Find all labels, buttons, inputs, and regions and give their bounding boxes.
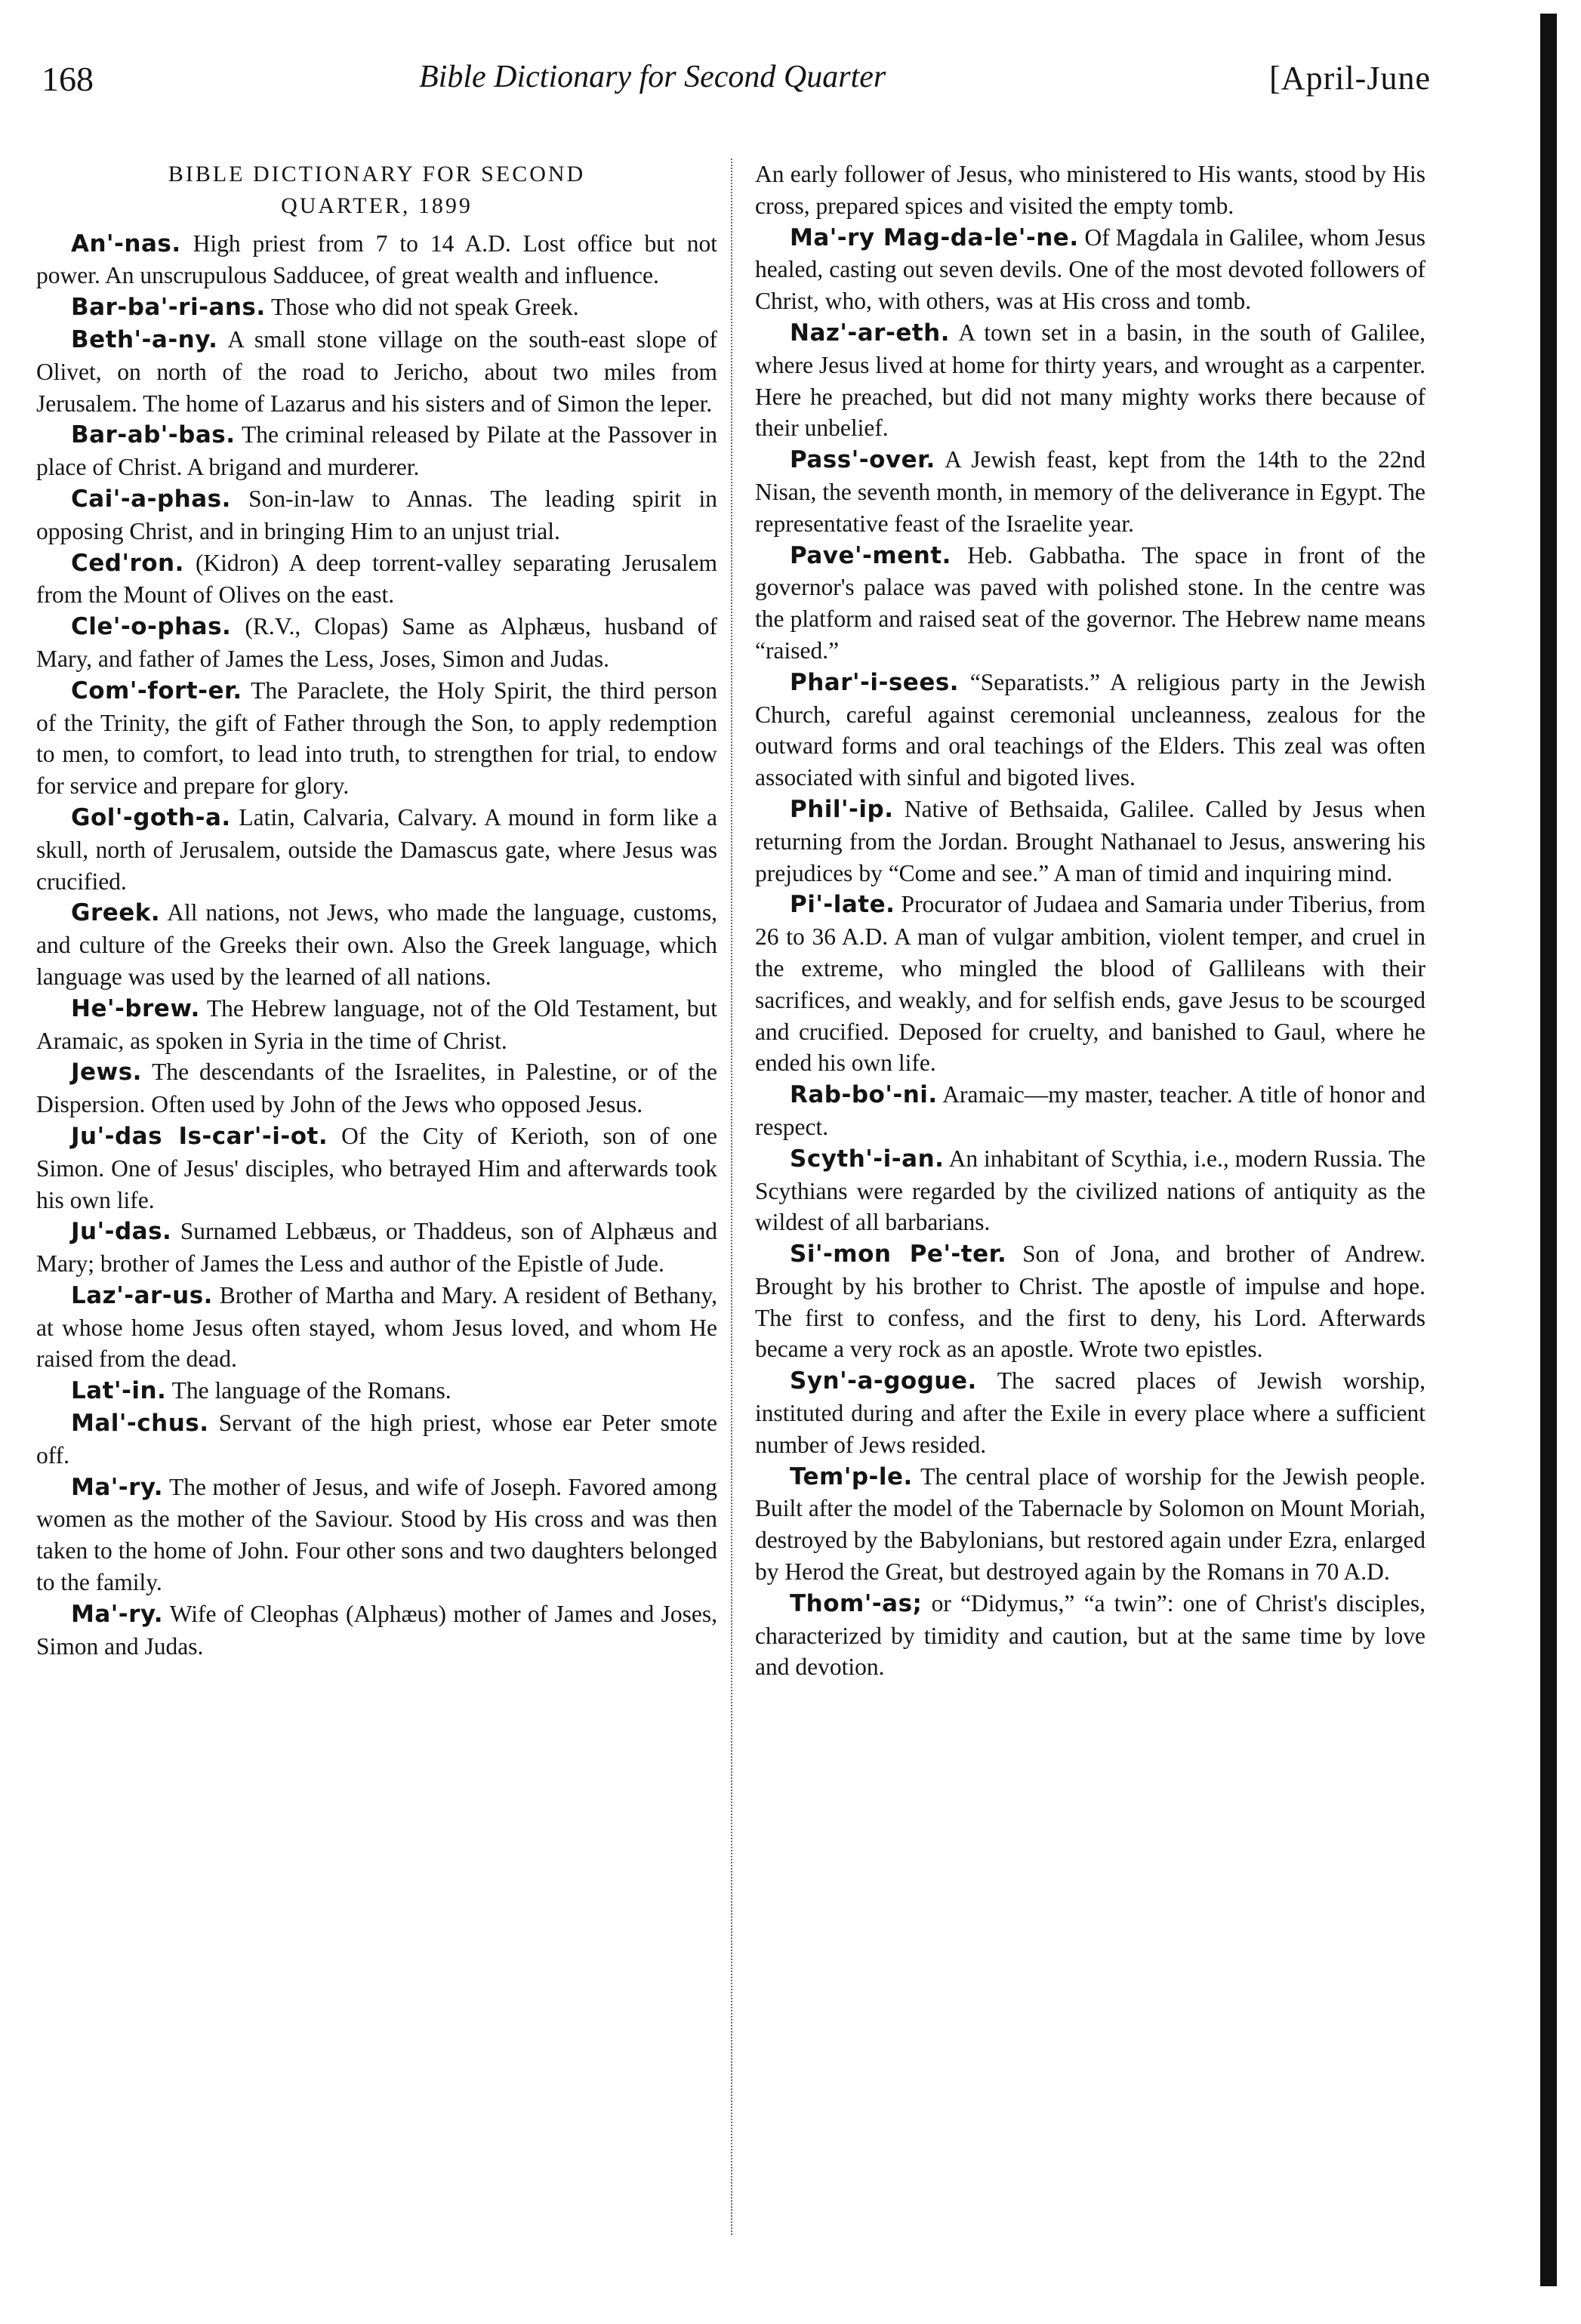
section-title [36,159,717,222]
dictionary-entry [755,794,1425,889]
dictionary-entry [755,1461,1425,1588]
continued-entry-text: An early follower of Jesus, who ministered to His wants, stood by His cross, prepared spices and visited the empty tomb. [755,161,1425,219]
dictionary-entry [36,547,717,612]
entry-headword: Syn'-a-gogue. [790,1367,977,1395]
entry-headword: Scyth'-i-an. [790,1145,945,1173]
entry-headword: Ma'-ry Mag-da-le'-ne. [790,223,1079,251]
entry-definition: The language of the Romans. [166,1377,451,1404]
entry-headword: Mal'-chus. [71,1410,209,1438]
entry-headword: Phil'-ip. [790,795,894,823]
entry-headword: Gol'-goth-a. [71,803,231,831]
dictionary-entry [36,291,717,324]
entry-headword: Ju'-das Is-car'-i-ot. [71,1122,328,1150]
dictionary-entry [36,1120,717,1216]
dictionary-entry [755,667,1425,794]
entry-headword: Naz'-ar-eth. [790,319,951,347]
entry-headword: An'-nas. [71,230,181,257]
entry-headword: Jews. [71,1059,142,1086]
entry-headword: Greek. [71,899,161,927]
dictionary-entry [755,317,1425,444]
entry-definition: Procurator of Judaea and Samaria under Tiberius, from 26 to 36 A.D. A man of vulgar ambition, violent temper, and cruel in the extreme, who mingled the blood of Gallileans with their sacrifices, and weakly, and for selfish ends, gave Jesus to be scourged and crucified. Deposed for cruelty, and banished to Gaul, where he ended his own life. [755,891,1425,1077]
dictionary-entry [36,324,717,419]
dictionary-entry [36,419,717,483]
entry-definition: Of the City of Kerioth, son of one Simon. One of Jesus' disciples, who betrayed Him and afterwards took his own life. [36,1122,717,1213]
entry-definition: Servant of the high priest, whose ear Peter smote off. [36,1410,717,1469]
entry-definition: Heb. Gabbatha. The space in front of the governor's palace was paved with polished stone. In the centre was the platform and raised seat of the governor. The Hebrew name means “raised.” [755,541,1425,664]
dictionary-entry [755,222,1425,317]
entry-headword: Com'-fort-er. [71,677,242,704]
right-column [755,159,1425,1683]
dictionary-entry [755,1143,1425,1238]
entry-definition: High priest from 7 to 14 A.D. Lost office but not power. An unscrupulous Sadducee, of great wealth and influence. [36,230,717,289]
entry-headword: Cle'-o-phas. [71,613,232,641]
entry-headword: Si'-mon Pe'-ter. [790,1241,1007,1268]
entry-definition: The sacred places of Jewish worship, instituted during and after the Exile in every place where a sufficient number of Jews resided. [755,1367,1425,1458]
dictionary-entry [755,1365,1425,1460]
dictionary-entry [36,483,717,547]
page-number: 168 [42,60,94,98]
entry-headword: Bar-ab'-bas. [71,421,236,449]
entry-headword: Laz'-ar-us. [71,1281,213,1309]
dictionary-entry [36,802,717,897]
entry-definition: or “Didymus,” “a twin”: one of Christ's disciples, characterized by timidity and caution, but at the same time by love and devotion. [755,1589,1425,1681]
entry-definition: Aramaic—my master, teacher. A title of honor and respect. [755,1081,1425,1140]
dictionary-entry [36,1216,717,1280]
entry-headword: Rab-bo'-ni. [790,1081,938,1109]
entry-definition: (R.V., Clopas) Same as Alphæus, husband of Mary, and father of James the Less, Joses, Simon and Judas. [36,613,717,672]
dictionary-entry [36,675,717,802]
entry-definition: Son-in-law to Annas. The leading spirit in opposing Christ, and in bringing Him to an unjust trial. [36,485,717,544]
entry-headword: He'-brew. [71,994,200,1022]
entry-definition: The Paraclete, the Holy Spirit, the third person of the Trinity, the gift of Father through the Son, to apply redemption to men, to comfort, to lead into truth, to strengthen for trial, to endow for service and prepare for glory. [36,677,717,800]
entry-headword: Ju'-das. [71,1218,172,1246]
dictionary-entry [36,1407,717,1472]
entry-definition: Latin, Calvaria, Calvary. A mound in form like a skull, north of Jerusalem, outside the Damascus gate, where Jesus was crucified. [36,803,717,895]
entry-headword: Cai'-a-phas. [71,485,231,513]
entry-headword: Pave'-ment. [790,541,951,569]
left-column [36,159,717,1662]
dictionary-entry [36,1472,717,1598]
entry-definition: Brother of Martha and Mary. A resident of Bethany, at whose home Jesus often stayed, whom Jesus loved, and whom He raised from the dead. [36,1281,717,1373]
entry-headword: Ma'-ry. [71,1600,164,1628]
entry-definition: The mother of Jesus, and wife of Joseph. Favored among women as the mother of the Saviour. Stood by His cross and was then taken to the home of John. Four other sons and two daughters belonged to the family. [36,1473,717,1596]
dictionary-entry [36,228,717,292]
entry-headword: Pass'-over. [790,446,935,474]
dictionary-entry [755,1588,1425,1683]
entry-headword: Ced'ron. [71,549,184,577]
dictionary-entry [755,1238,1425,1365]
entry-headword: Beth'-a-ny. [71,325,218,353]
entry-definition: All nations, not Jews, who made the language, customs, and culture of the Greeks their own. Also the Greek language, which language was used by the learned of all nations. [36,899,717,990]
dictionary-entry [36,993,717,1057]
dictionary-entry [755,889,1425,1079]
entry-headword: Bar-ba'-ri-ans. [71,294,266,322]
dictionary-entry [36,1598,717,1663]
entry-definition: Native of Bethsaida, Galilee. Called by Jesus when returning from the Jordan. Brought Nathanael to Jesus, answering his prejudices by “Come and see.” A man of timid and inquiring mind. [755,795,1425,886]
entry-headword: Pi'-late. [790,891,895,919]
column-separator [731,159,732,2235]
entry-definition: An inhabitant of Scythia, i.e., modern Russia. The Scythians were regarded by the civilized nations of antiquity as the wildest of all barbarians. [755,1145,1425,1236]
entry-definition: The Hebrew language, not of the Old Testament, but Aramaic, as spoken in Syria in the time of Christ. [36,994,717,1054]
entry-definition: Those who did not speak Greek. [265,294,579,321]
running-title: Bible Dictionary for Second Quarter [419,60,886,94]
section-title-line-1: BIBLE DICTIONARY FOR SECOND [168,162,586,186]
entry-definition: A Jewish feast, kept from the 14th to the 22nd Nisan, the seventh month, in memory of the deliverance in Egypt. The representative feast of the Israelite year. [755,446,1425,537]
dictionary-entry [755,540,1425,667]
entry-definition: “Separatists.” A religious party in the Jewish Church, careful against ceremonial uncleanness, zealous for the outward forms and oral teachings of the Elders. This zeal was often associated with sinful and bigoted lives. [755,668,1425,791]
section-title-line-2: QUARTER, 1899 [281,193,473,218]
entry-definition: A town set in a basin, in the south of Galilee, where Jesus lived at home for thirty years, and wrought as a carpenter. Here he preached, but did not many mighty works there because of their unbelief. [755,319,1425,442]
entry-definition: The central place of worship for the Jewish people. Built after the model of the Tabernacle by Solomon on Mount Moriah, destroyed by the Babylonians, but restored again under Ezra, enlarged by Herod the Great, but destroyed again by the Romans in 70 A.D. [755,1463,1425,1586]
entry-definition: Surnamed Lebbæus, or Thaddeus, son of Alphæus and Mary; brother of James the Less and author of the Epistle of Jude. [36,1218,717,1278]
entry-definition: Of Magdala in Galilee, whom Jesus healed, casting out seven devils. One of the most devoted followers of Christ, who, with others, was at His cross and tomb. [755,223,1425,315]
running-head [42,59,1431,112]
dictionary-entry [755,444,1425,539]
running-section: [April-June [1269,60,1431,97]
dictionary-entry [36,1375,717,1407]
entry-definition: The criminal released by Pilate at the Passover in place of Christ. A brigand and murderer. [36,421,717,481]
entry-definition: A small stone village on the south-east slope of Olivet, on north of the road to Jericho, about two miles from Jerusalem. The home of Lazarus and his sisters and of Simon the leper. [36,325,717,417]
entry-headword: Lat'-in. [71,1377,167,1405]
entry-definition: The descendants of the Israelites, in Palestine, or of the Dispersion. Often used by John of the Jews who opposed Jesus. [36,1059,717,1118]
entry-definition: (Kidron) A deep torrent-valley separating Jerusalem from the Mount of Olives on the east. [36,549,717,609]
entry-definition: Son of Jona, and brother of Andrew. Brought by his brother to Christ. The apostle of impulse and hope. The first to confess, and the first to deny, his Lord. Afterwards became a very rock as an apostle. Wrote two epistles. [755,1241,1425,1363]
entry-headword: Tem'p-le. [790,1463,913,1490]
dictionary-entry [36,1280,717,1375]
entry-headword: Phar'-i-sees. [790,668,960,696]
dictionary-entry [36,1056,717,1120]
entry-definition: Wife of Cleophas (Alphæus) mother of James and Joses, Simon and Judas. [36,1600,717,1660]
dictionary-entry [36,897,717,992]
scan-edge-bar [1540,14,1557,2286]
entry-headword: Thom'-as; [790,1589,923,1617]
entry-headword: Ma'-ry. [71,1473,164,1501]
dictionary-entry [755,1079,1425,1143]
dictionary-entry [36,611,717,675]
